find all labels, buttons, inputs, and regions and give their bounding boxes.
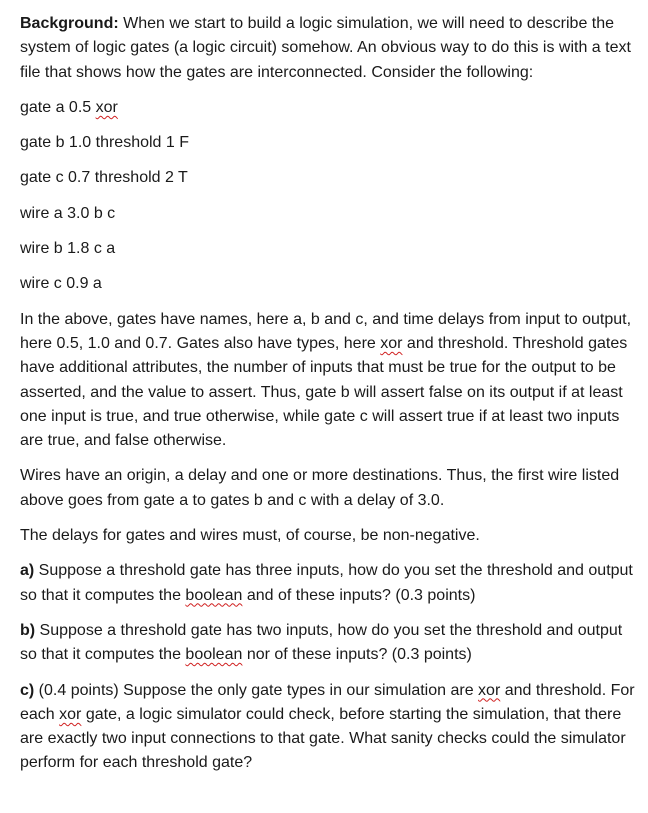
listing-line-2: gate b 1.0 threshold 1 F: [20, 134, 189, 152]
listing-line-1: [20, 96, 642, 120]
background-paragraph: [20, 12, 642, 85]
spellcheck-xor: xor: [95, 98, 118, 116]
spellcheck-xor: xor: [380, 334, 403, 352]
spellcheck-xor: xor: [59, 705, 82, 723]
listing-line-5: wire b 1.8 c a: [20, 240, 116, 258]
explanation-text-2: and threshold. Threshold gates have additional attributes, the number of inputs that must be true for the output to be asserted, and the value to assert. Thus, gate b will assert false on its output if at least one input is true, and true otherwise, while gate c will assert true if at least two inputs are true, and false otherwise.: [20, 334, 628, 450]
question-a-text-1: Suppose a threshold gate has three inputs, how do you set the threshold and output so that it computes the: [20, 562, 633, 604]
question-c-text-2: and threshold. For each: [20, 681, 635, 723]
question-b: [20, 619, 642, 668]
explanation-paragraph: [20, 308, 642, 454]
question-a-label: a): [20, 562, 35, 580]
listing-line-4: wire a 3.0 b c: [20, 204, 116, 222]
wires-paragraph: Wires have an origin, a delay and one or more destinations. Thus, the first wire listed above goes from gate a to gates b and c with a delay of 3.0.: [20, 467, 620, 509]
spellcheck-boolean: boolean: [185, 586, 243, 604]
delays-paragraph: The delays for gates and wires must, of course, be non-negative.: [20, 527, 480, 545]
question-c-label: c): [20, 681, 35, 699]
question-a: [20, 559, 642, 608]
question-c-text-3: gate, a logic simulator could check, before starting the simulation, that there are exactly two input connections to that gate. What sanity checks could the simulator perform for each threshold gate?: [20, 705, 626, 772]
document-page: [20, 12, 642, 787]
question-b-text-2: nor of these inputs? (0.3 points): [242, 646, 472, 664]
question-b-label: b): [20, 621, 36, 639]
question-b-text-1: Suppose a threshold gate has two inputs, how do you set the threshold and output so that it computes the: [20, 621, 623, 664]
background-label: Background:: [20, 15, 119, 32]
listing-line-1-text: gate a 0.5: [20, 98, 96, 116]
background-text: When we start to build a logic simulation, we will need to describe the system of logic gates (a logic circuit) somehow. An obvious way to do this is with a text file that shows how the gates are interconnected. Consider the following:: [20, 15, 631, 81]
question-c-text-1: (0.4 points) Suppose the only gate types in our simulation are: [34, 681, 479, 699]
listing-line-3: gate c 0.7 threshold 2 T: [20, 169, 188, 187]
spellcheck-xor: xor: [478, 681, 501, 699]
question-c: [20, 679, 642, 776]
listing-line-6: wire c 0.9 a: [20, 275, 102, 293]
spellcheck-boolean: boolean: [185, 646, 243, 664]
question-a-text-2: and of these inputs? (0.3 points): [242, 586, 476, 604]
explanation-text-1: In the above, gates have names, here a, b and c, and time delays from input to output, here 0.5, 1.0 and 0.7. Gates also have types, here: [20, 310, 632, 352]
